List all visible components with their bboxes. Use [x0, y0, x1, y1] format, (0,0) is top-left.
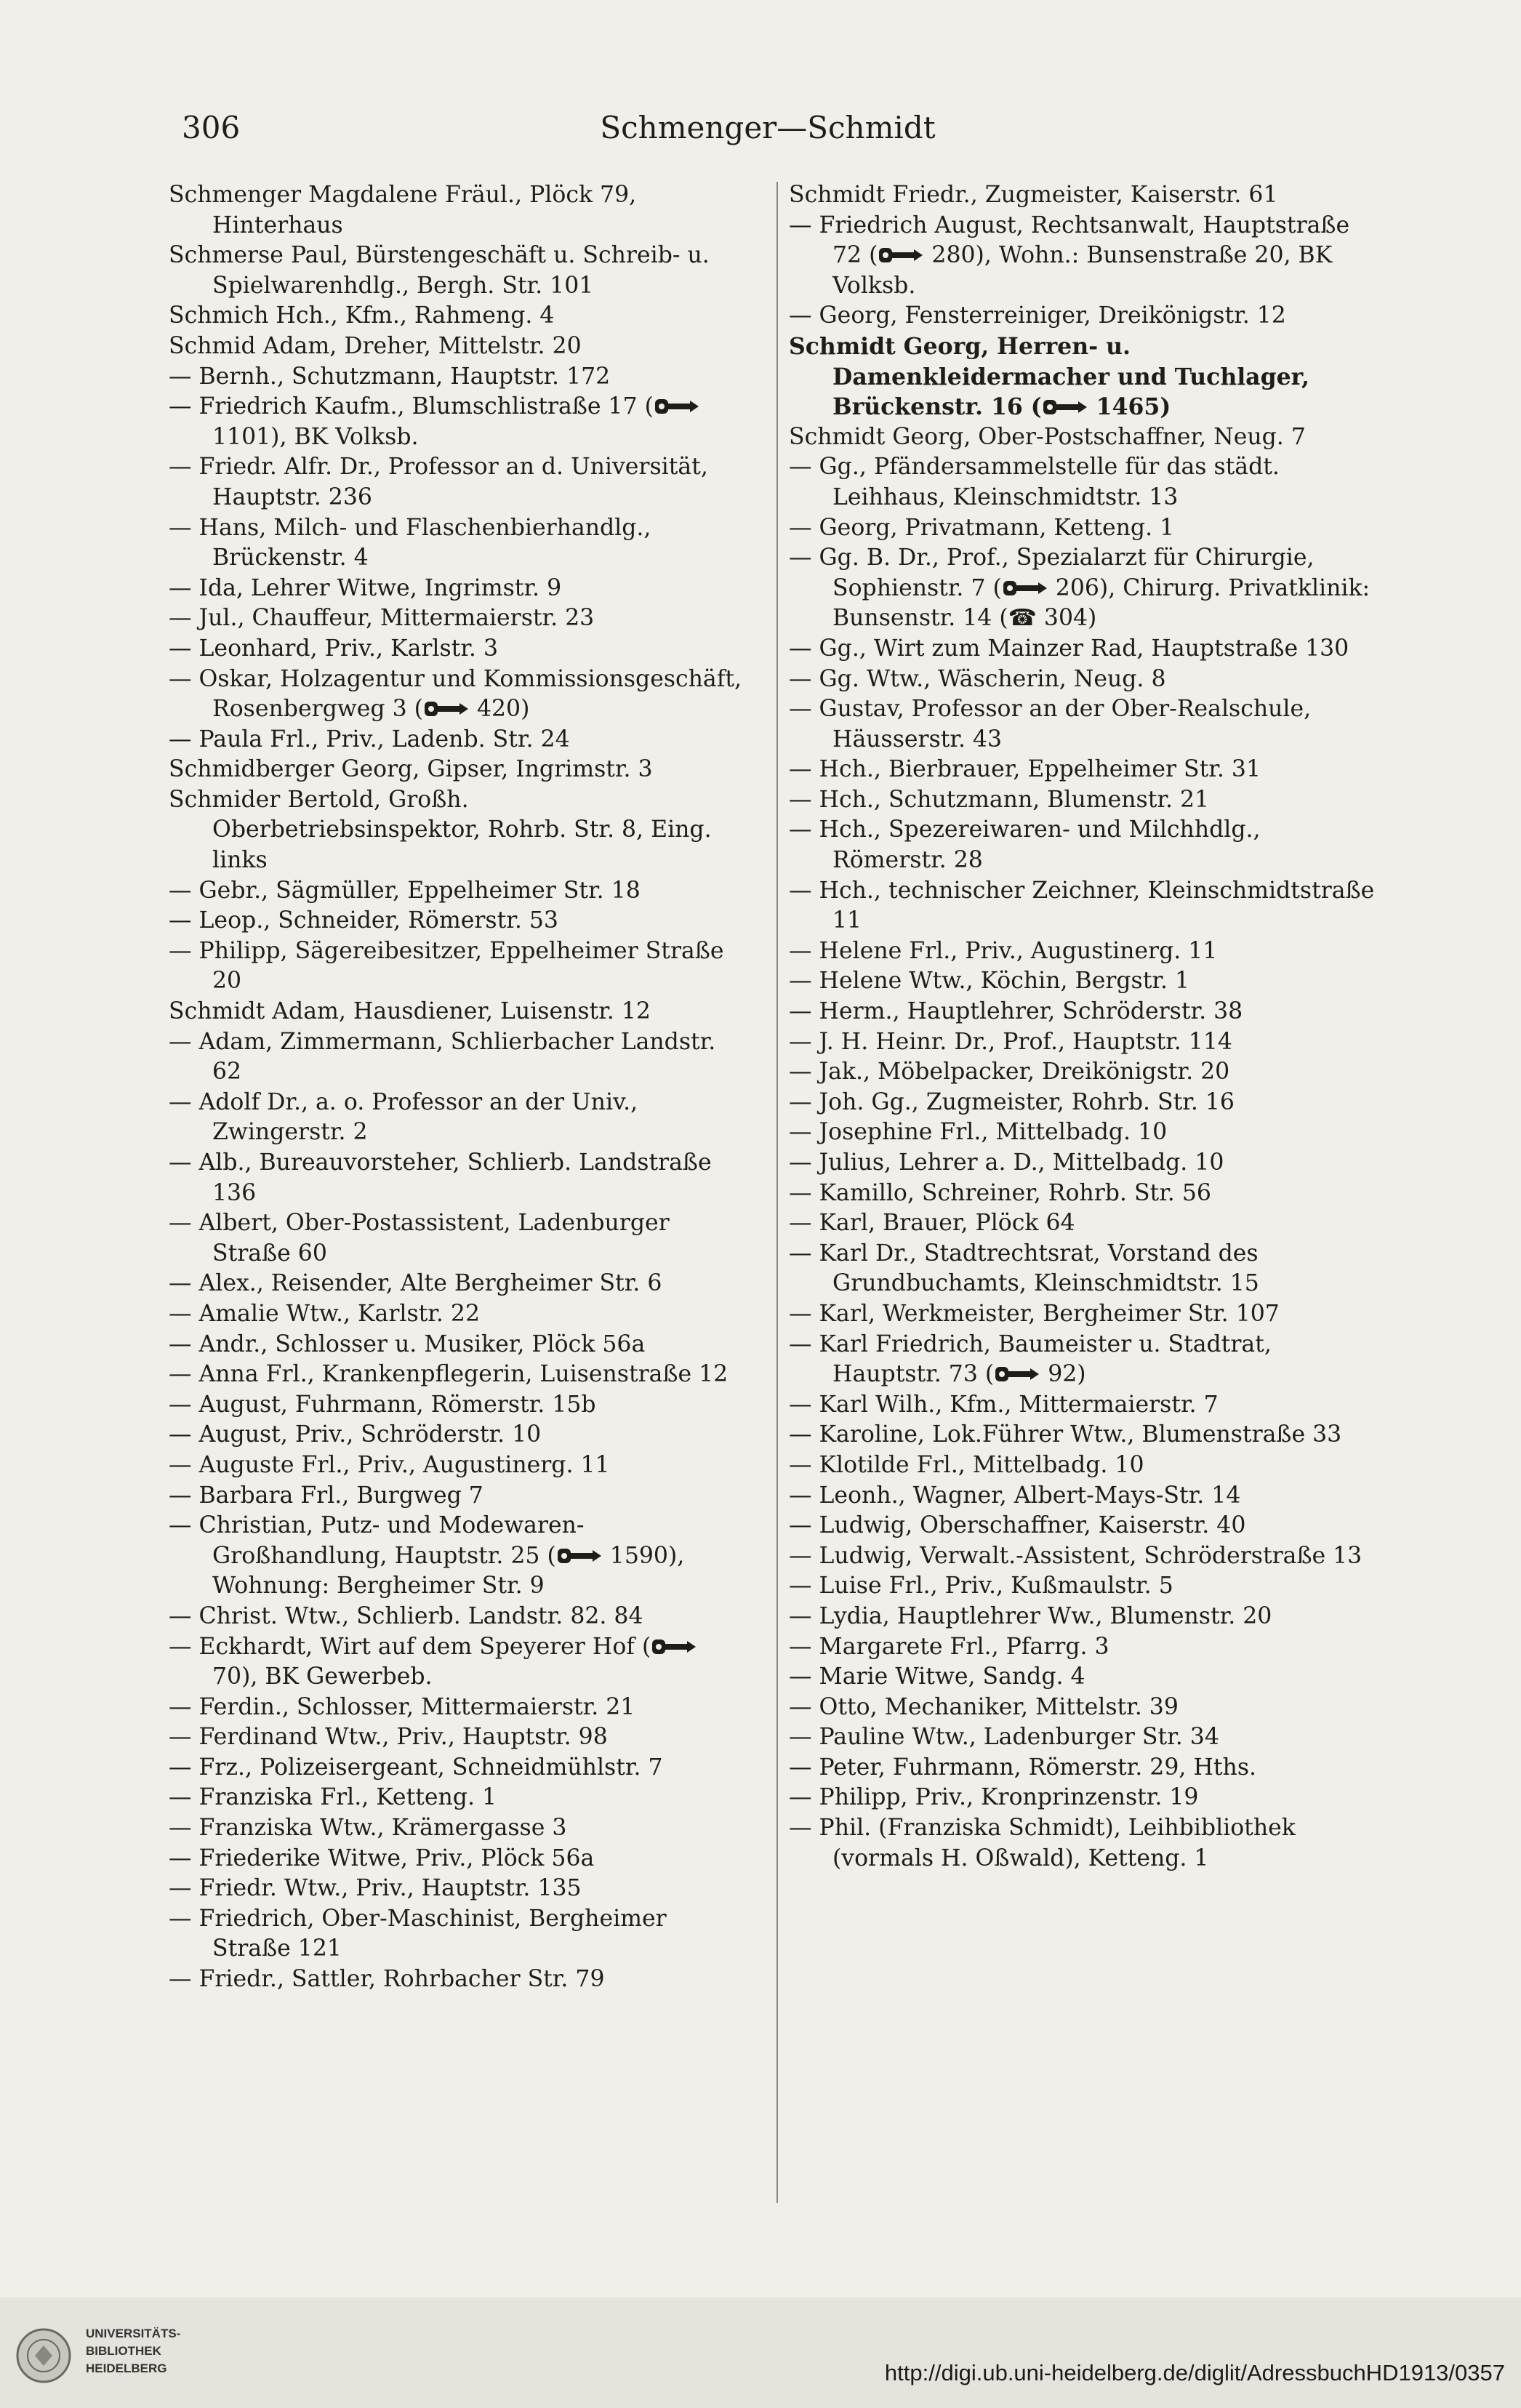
- telephone-icon: [1002, 578, 1048, 598]
- entry-text: — Margarete Frl., Pfarrg. 3: [789, 1633, 1109, 1660]
- entry-text: — Peter, Fuhrmann, Römerstr. 29, Hths.: [789, 1754, 1256, 1781]
- directory-entry: [789, 1783, 1378, 1813]
- entry-phone-text: 92): [1040, 1361, 1086, 1388]
- right-column: [789, 180, 1378, 1874]
- directory-entry: [789, 1450, 1378, 1481]
- directory-entry: [169, 1269, 743, 1299]
- directory-entry: [169, 936, 743, 997]
- entry-text: — Amalie Wtw., Karlstr. 22: [169, 1300, 480, 1327]
- directory-entry: [789, 1813, 1378, 1874]
- directory-entry: [789, 1511, 1378, 1541]
- entry-text: — Frz., Polizeisergeant, Schneidmühlstr. 7: [169, 1754, 663, 1781]
- library-logo[interactable]: [13, 2319, 253, 2392]
- directory-entry: [789, 1117, 1378, 1148]
- directory-entry: [789, 785, 1378, 816]
- library-name: [86, 2325, 180, 2377]
- directory-entry: [169, 1027, 743, 1088]
- entry-phone-text: 1590), Wohnung: Bergheimer Str. 9: [212, 1542, 685, 1600]
- directory-entry: [169, 392, 743, 452]
- telephone-icon: [994, 1364, 1040, 1384]
- entry-text: — Ferdinand Wtw., Priv., Hauptstr. 98: [169, 1724, 608, 1751]
- entry-text: — Leop., Schneider, Römerstr. 53: [169, 907, 558, 934]
- directory-entry: [169, 1844, 743, 1874]
- entry-text: — Alb., Bureauvorsteher, Schlierb. Landstraße 136: [169, 1149, 712, 1206]
- directory-entry: [169, 1420, 743, 1450]
- entry-text: — Karoline, Lok.Führer Wtw., Blumenstraße 33: [789, 1421, 1342, 1448]
- entry-text: — Philipp, Priv., Kronprinzenstr. 19: [789, 1784, 1199, 1811]
- directory-entry: [169, 1722, 743, 1753]
- directory-entry: [789, 543, 1378, 634]
- entry-text: — Jak., Möbelpacker, Dreikönigstr. 20: [789, 1059, 1230, 1085]
- entry-text: — Eckhardt, Wirt auf dem Speyerer Hof (: [169, 1633, 651, 1660]
- logo-line: BIBLIOTHEK: [86, 2344, 161, 2358]
- directory-entry: [169, 785, 743, 876]
- directory-entry: [169, 1481, 743, 1512]
- directory-entry: [169, 1964, 743, 1995]
- directory-entry: [169, 725, 743, 755]
- entry-text: Schmidt Friedr., Zugmeister, Kaiserstr. 61: [789, 182, 1278, 208]
- directory-entry: [169, 1148, 743, 1208]
- entry-text: — Jul., Chauffeur, Mittermaierstr. 23: [169, 605, 595, 632]
- directory-entry: [789, 332, 1378, 422]
- directory-entry: [789, 211, 1378, 302]
- entry-text: Schmider Bertold, Großh. Oberbetriebsinspektor, Rohrb. Str. 8, Eing. links: [169, 786, 712, 874]
- entry-text: — Adolf Dr., a. o. Professor an der Univ., Zwingerstr. 2: [169, 1088, 638, 1146]
- entry-text: — Gustav, Professor an der Ober-Realschule, Häusserstr. 43: [789, 696, 1312, 752]
- entry-text: — Franziska Wtw., Krämergasse 3: [169, 1815, 567, 1842]
- telephone-icon: [556, 1546, 603, 1566]
- directory-entry: [789, 1148, 1378, 1179]
- directory-entry: [789, 1027, 1378, 1058]
- entry-text: — Christ. Wtw., Schlierb. Landstr. 82. 84: [169, 1602, 643, 1629]
- entry-text: — Friedrich Kaufm., Blumschlistraße 17 (: [169, 393, 654, 420]
- directory-entry: [789, 966, 1378, 997]
- entry-phone-text: 1101), BK Volksb.: [212, 423, 419, 450]
- entry-text: — Philipp, Sägereibesitzer, Eppelheimer Straße 20: [169, 937, 724, 995]
- source-url-link[interactable]: http://digi.ub.uni-heidelberg.de/diglit/AdressbuchHD1913/0357: [884, 2360, 1505, 2385]
- directory-entry: [789, 1179, 1378, 1209]
- entry-phone-text: 206), Chirurg. Privatklinik: Bunsenstr. 14 (☎ 304): [832, 574, 1370, 632]
- entry-text: — Karl Wilh., Kfm., Mittermaierstr. 7: [789, 1391, 1219, 1418]
- directory-entry: [789, 1722, 1378, 1753]
- entry-text: Schmidt Georg, Herren- u. Damenkleidermacher und Tuchlager, Brückenstr. 16 (: [789, 332, 1309, 421]
- directory-entry: [789, 997, 1378, 1027]
- directory-entry: [789, 1753, 1378, 1783]
- library-seal-icon: [13, 2319, 76, 2392]
- entry-text: — Pauline Wtw., Ladenburger Str. 34: [789, 1724, 1219, 1751]
- telephone-icon: [654, 396, 700, 417]
- directory-entry: [789, 1208, 1378, 1239]
- entry-text: — Paula Frl., Priv., Ladenb. Str. 24: [169, 726, 570, 752]
- entry-text: — Julius, Lehrer a. D., Mittelbadg. 10: [789, 1149, 1224, 1176]
- entry-text: — Hch., Schutzmann, Blumenstr. 21: [789, 786, 1210, 813]
- entry-text: — Friedr. Alfr. Dr., Professor an d. Universität, Hauptstr. 236: [169, 454, 708, 510]
- entry-text: — Ida, Lehrer Witwe, Ingrimstr. 9: [169, 574, 562, 601]
- directory-entry: [789, 1239, 1378, 1299]
- telephone-icon: [1042, 397, 1088, 417]
- directory-entry: [789, 1571, 1378, 1602]
- entry-text: — Friedr. Wtw., Priv., Hauptstr. 135: [169, 1875, 582, 1902]
- entry-text: — Oskar, Holzagentur und Kommissionsgeschäft, Rosenbergweg 3 (: [169, 665, 742, 723]
- entry-text: — Georg, Fensterreiniger, Dreikönigstr. 12: [789, 302, 1286, 329]
- directory-entry: [789, 301, 1378, 332]
- entry-text: — Georg, Privatmann, Ketteng. 1: [789, 514, 1175, 541]
- directory-entry: [789, 180, 1378, 211]
- directory-entry: [169, 1783, 743, 1813]
- directory-entry: [169, 1693, 743, 1723]
- directory-entry: [789, 755, 1378, 785]
- directory-entry: [169, 634, 743, 665]
- directory-entry: [169, 180, 743, 241]
- directory-entry: [789, 1088, 1378, 1118]
- directory-entry: [169, 1360, 743, 1390]
- entry-text: — Ludwig, Verwalt.-Assistent, Schröderstraße 13: [789, 1542, 1363, 1569]
- entry-text: — Adam, Zimmermann, Schlierbacher Landstr. 62: [169, 1028, 716, 1085]
- left-column: [169, 180, 743, 1995]
- entry-text: — Lydia, Hauptlehrer Ww., Blumenstr. 20: [789, 1602, 1272, 1629]
- entry-text: — Andr., Schlosser u. Musiker, Plöck 56a: [169, 1331, 646, 1357]
- directory-entry: [169, 1208, 743, 1269]
- directory-entry: [169, 665, 743, 725]
- directory-entry: [789, 1330, 1378, 1390]
- directory-entry: [169, 876, 743, 907]
- entry-text: — Phil. (Franziska Schmidt), Leihbibliothek (vormals H. Oßwald), Ketteng. 1: [789, 1815, 1296, 1871]
- entry-text: — Karl, Werkmeister, Bergheimer Str. 107: [789, 1300, 1280, 1327]
- entry-text: — Kamillo, Schreiner, Rohrb. Str. 56: [789, 1179, 1211, 1206]
- entry-phone-text: 420): [469, 696, 530, 723]
- entry-text: — Gg., Pfändersammelstelle für das städt. Leihhaus, Kleinschmidtstr. 13: [789, 454, 1280, 510]
- directory-entry: [789, 422, 1378, 453]
- directory-entry: [789, 1057, 1378, 1088]
- entry-phone-text: 280), Wohn.: Bunsenstraße 20, BK Volksb.: [832, 242, 1333, 299]
- entry-text: — Gebr., Sägmüller, Eppelheimer Str. 18: [169, 877, 641, 904]
- directory-entry: [169, 1874, 743, 1904]
- entry-text: Schmidberger Georg, Gipser, Ingrimstr. 3: [169, 756, 653, 783]
- entry-text: — Friedr., Sattler, Rohrbacher Str. 79: [169, 1966, 605, 1993]
- directory-entry: [789, 1481, 1378, 1512]
- directory-entry: [169, 301, 743, 332]
- directory-entry: [169, 1813, 743, 1844]
- directory-entry: [169, 997, 743, 1027]
- directory-entry: [169, 362, 743, 393]
- directory-entry: [789, 1420, 1378, 1450]
- directory-entry: [169, 452, 743, 513]
- entry-text: — Helene Frl., Priv., Augustinerg. 11: [789, 937, 1218, 964]
- entry-text: — Hch., Bierbrauer, Eppelheimer Str. 31: [789, 756, 1261, 783]
- entry-text: — August, Fuhrmann, Römerstr. 15b: [169, 1391, 596, 1418]
- entry-text: — Klotilde Frl., Mittelbadg. 10: [789, 1451, 1144, 1478]
- entry-text: — Leonhard, Priv., Karlstr. 3: [169, 635, 498, 662]
- entry-text: — Friederike Witwe, Priv., Plöck 56a: [169, 1845, 595, 1871]
- entry-text: — Barbara Frl., Burgweg 7: [169, 1482, 483, 1509]
- entry-text: Schmid Adam, Dreher, Mittelstr. 20: [169, 332, 582, 359]
- directory-entry: [169, 1450, 743, 1481]
- logo-line: UNIVERSITÄTS-: [86, 2327, 181, 2340]
- entry-text: — Albert, Ober-Postassistent, Ladenburger Straße 60: [169, 1210, 670, 1267]
- telephone-icon: [878, 245, 924, 265]
- directory-entry: [169, 1602, 743, 1632]
- directory-entry: [169, 332, 743, 362]
- entry-text: — Christian, Putz- und Modewaren-Großhandlung, Hauptstr. 25 (: [169, 1512, 585, 1569]
- directory-entry: [169, 1753, 743, 1783]
- page-title: Schmenger—Schmidt: [600, 110, 936, 145]
- entry-text: — Otto, Mechaniker, Mittelstr. 39: [789, 1693, 1179, 1720]
- directory-entry: [789, 1693, 1378, 1723]
- entry-text: — Hch., technischer Zeichner, Kleinschmidtstraße 11: [789, 877, 1375, 934]
- entry-text: — Anna Frl., Krankenpflegerin, Luisenstraße 12: [169, 1361, 729, 1388]
- entry-text: — Gg. Wtw., Wäscherin, Neug. 8: [789, 665, 1166, 692]
- directory-entry: [789, 452, 1378, 513]
- entry-text: — Ludwig, Oberschaffner, Kaiserstr. 40: [789, 1512, 1246, 1539]
- directory-entry: [789, 1390, 1378, 1421]
- directory-entry: [169, 1088, 743, 1148]
- entry-text: — Herm., Hauptlehrer, Schröderstr. 38: [789, 998, 1243, 1025]
- entry-text: — Luise Frl., Priv., Kußmaulstr. 5: [789, 1573, 1173, 1600]
- entry-text: — August, Priv., Schröderstr. 10: [169, 1421, 542, 1448]
- directory-entry: [789, 1632, 1378, 1663]
- telephone-icon: [651, 1637, 697, 1657]
- column-divider: [776, 182, 778, 2203]
- entry-text: — Auguste Frl., Priv., Augustinerg. 11: [169, 1451, 610, 1478]
- entry-text: — Gg., Wirt zum Mainzer Rad, Hauptstraße 130: [789, 635, 1349, 662]
- directory-entry: [789, 1541, 1378, 1572]
- directory-entry: [169, 1904, 743, 1964]
- entry-text: Schmich Hch., Kfm., Rahmeng. 4: [169, 302, 555, 329]
- directory-entry: [169, 755, 743, 785]
- entry-text: — Friedrich, Ober-Maschinist, Bergheimer Straße 121: [169, 1905, 667, 1962]
- directory-entry: [169, 513, 743, 574]
- entry-text: — Joh. Gg., Zugmeister, Rohrb. Str. 16: [789, 1088, 1235, 1115]
- entry-text: — Karl Dr., Stadtrechtsrat, Vorstand des Grundbuchamts, Kleinschmidtstr. 15: [789, 1240, 1259, 1297]
- entry-text: — J. H. Heinr. Dr., Prof., Hauptstr. 114: [789, 1028, 1232, 1055]
- footer-bar: [0, 2297, 1521, 2408]
- directory-entry: [789, 815, 1378, 875]
- entry-text: — Ferdin., Schlosser, Mittermaierstr. 21: [169, 1693, 635, 1720]
- entry-text: Schmerse Paul, Bürstengeschäft u. Schreib- u. Spielwarenhdlg., Bergh. Str. 101: [169, 242, 710, 299]
- entry-text: — Josephine Frl., Mittelbadg. 10: [789, 1119, 1168, 1146]
- entry-text: Schmidt Georg, Ober-Postschaffner, Neug. 7: [789, 423, 1306, 450]
- entry-phone-text: 1465): [1088, 393, 1171, 421]
- entry-text: — Bernh., Schutzmann, Hauptstr. 172: [169, 363, 611, 390]
- entry-phone-text: 70), BK Gewerbeb.: [212, 1663, 433, 1690]
- directory-entry: [789, 665, 1378, 695]
- entry-text: — Hans, Milch- und Flaschenbierhandlg., Brückenstr. 4: [169, 514, 651, 571]
- entry-text: — Hch., Spezereiwaren- und Milchhdlg., Römerstr. 28: [789, 816, 1261, 874]
- directory-entry: [789, 1299, 1378, 1330]
- directory-entry: [789, 1602, 1378, 1632]
- directory-entry: [789, 876, 1378, 936]
- entry-text: — Marie Witwe, Sandg. 4: [789, 1663, 1085, 1690]
- directory-entry: [789, 634, 1378, 665]
- directory-entry: [169, 1511, 743, 1602]
- directory-entry: [169, 603, 743, 634]
- entry-text: — Helene Wtw., Köchin, Bergstr. 1: [789, 968, 1190, 995]
- directory-entry: [169, 241, 743, 301]
- entry-text: — Karl, Brauer, Plöck 64: [789, 1210, 1075, 1237]
- entry-text: — Franziska Frl., Ketteng. 1: [169, 1784, 497, 1811]
- page-number: 306: [182, 110, 241, 145]
- entry-text: — Gg. B. Dr., Prof., Spezialarzt für Chirurgie, Sophienstr. 7 (: [789, 545, 1315, 601]
- telephone-icon: [423, 699, 470, 719]
- logo-line: HEIDELBERG: [86, 2361, 167, 2375]
- directory-entry: [789, 936, 1378, 967]
- directory-entry: [789, 1662, 1378, 1693]
- directory-entry: [789, 694, 1378, 755]
- directory-entry: [169, 906, 743, 936]
- entry-text: Schmenger Magdalene Fräul., Plöck 79, Hinterhaus: [169, 182, 637, 238]
- directory-entry: [169, 1632, 743, 1693]
- directory-entry: [169, 1299, 743, 1330]
- entry-text: Schmidt Adam, Hausdiener, Luisenstr. 12: [169, 998, 651, 1025]
- entry-text: — Leonh., Wagner, Albert-Mays-Str. 14: [789, 1482, 1241, 1509]
- entry-text: — Alex., Reisender, Alte Bergheimer Str. 6: [169, 1270, 662, 1297]
- directory-entry: [169, 574, 743, 604]
- directory-entry: [789, 513, 1378, 544]
- page-header: [182, 99, 1354, 157]
- entry-text: — Friedrich August, Rechtsanwalt, Hauptstraße 72 (: [789, 212, 1350, 269]
- directory-entry: [169, 1330, 743, 1360]
- entry-text: — Karl Friedrich, Baumeister u. Stadtrat, Hauptstr. 73 (: [789, 1331, 1272, 1388]
- directory-entry: [169, 1390, 743, 1421]
